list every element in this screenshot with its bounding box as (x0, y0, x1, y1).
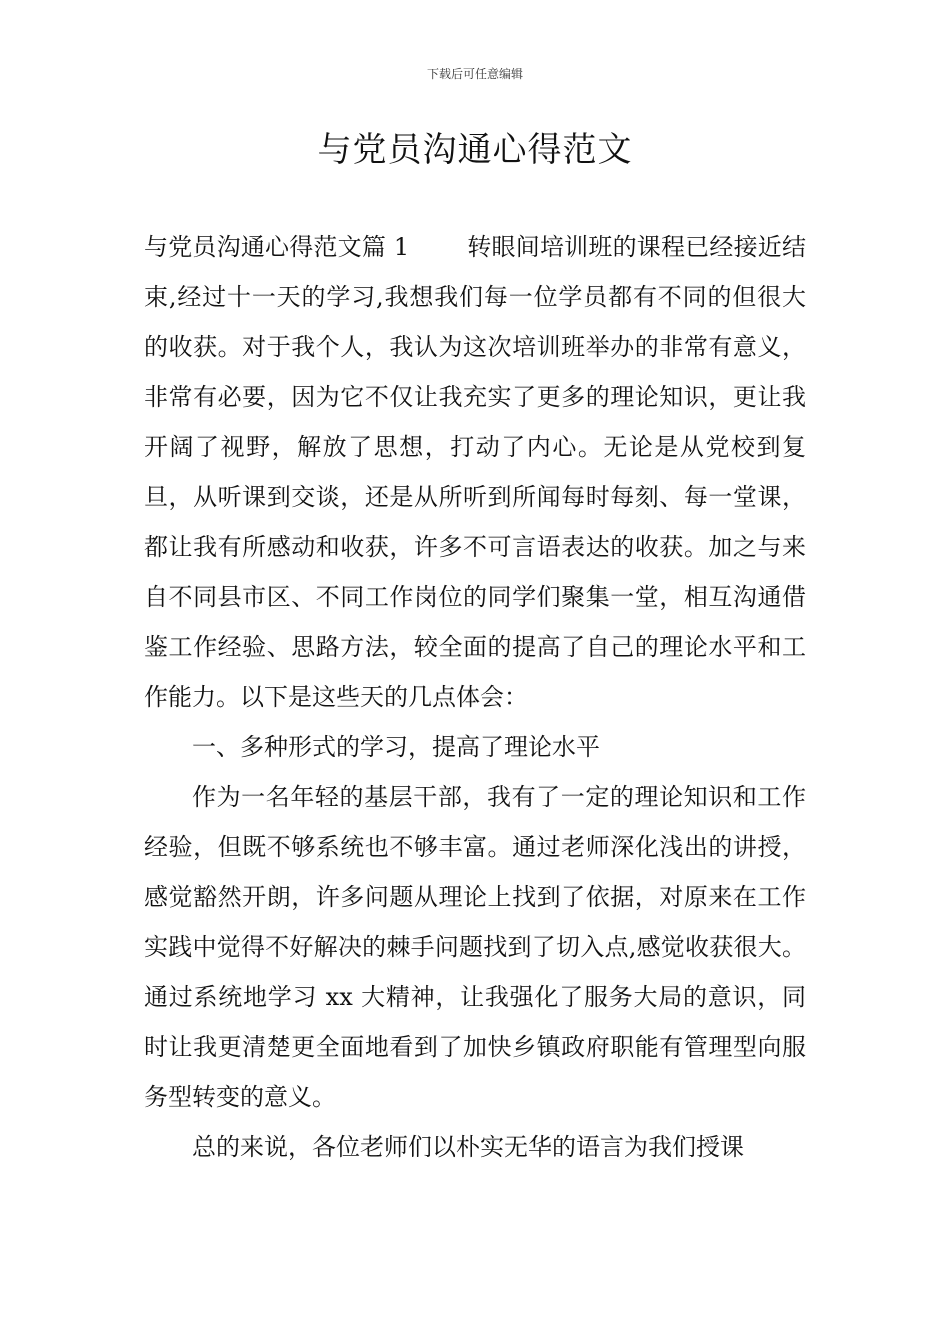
paragraph-3: 总的来说，各位老师们以朴实无华的语言为我们授课 (192, 1133, 744, 1161)
paragraph-2: 作为一名年轻的基层干部，我有了一定的理论知识和工作经验，但既不够系统也不够丰富。通过老师深化浅出的讲授，感觉豁然开朗，许多问题从理论上找到了依据，对原来在工作实践中觉得不好解决的棘手问题找到了切入点,感觉收获很大。通过系统地学习 xx 大精神，让我强化了服务大局的意识，同时让我更清楚更全面地看到了加快乡镇政府职能有管理型向服务型转变的意义。 (144, 783, 806, 1111)
paragraph-1-text: 转眼间培训班的课程已经接近结束,经过十一天的学习,我想我们每一位学员都有不同的但很大的收获。对于我个人，我认为这次培训班举办的非常有意义，非常有必要，因为它不仅让我充实了更多的理论知识，更让我开阔了视野，解放了思想，打动了内心。无论是从党校到复旦，从听课到交谈，还是从所听到所闻每时每刻、每一堂课，都让我有所感动和收获，许多不可言语表达的收获。加之与来自不同县市区、不同工作岗位的同学们聚集一堂，相互沟通借鉴工作经验、思路方法，较全面的提高了自己的理论水平和工作能力。以下是这些天的几点体会： (144, 233, 806, 711)
section-heading: 一、多种形式的学习，提高了理论水平 (192, 733, 600, 761)
header-note: 下载后可任意编辑 (426, 67, 523, 81)
paragraph-intro (144, 222, 806, 722)
document-title: 与党员沟通心得范文 (317, 130, 633, 170)
document-body (144, 222, 806, 1172)
section-label: 与党员沟通心得范文篇 1 (144, 233, 410, 261)
